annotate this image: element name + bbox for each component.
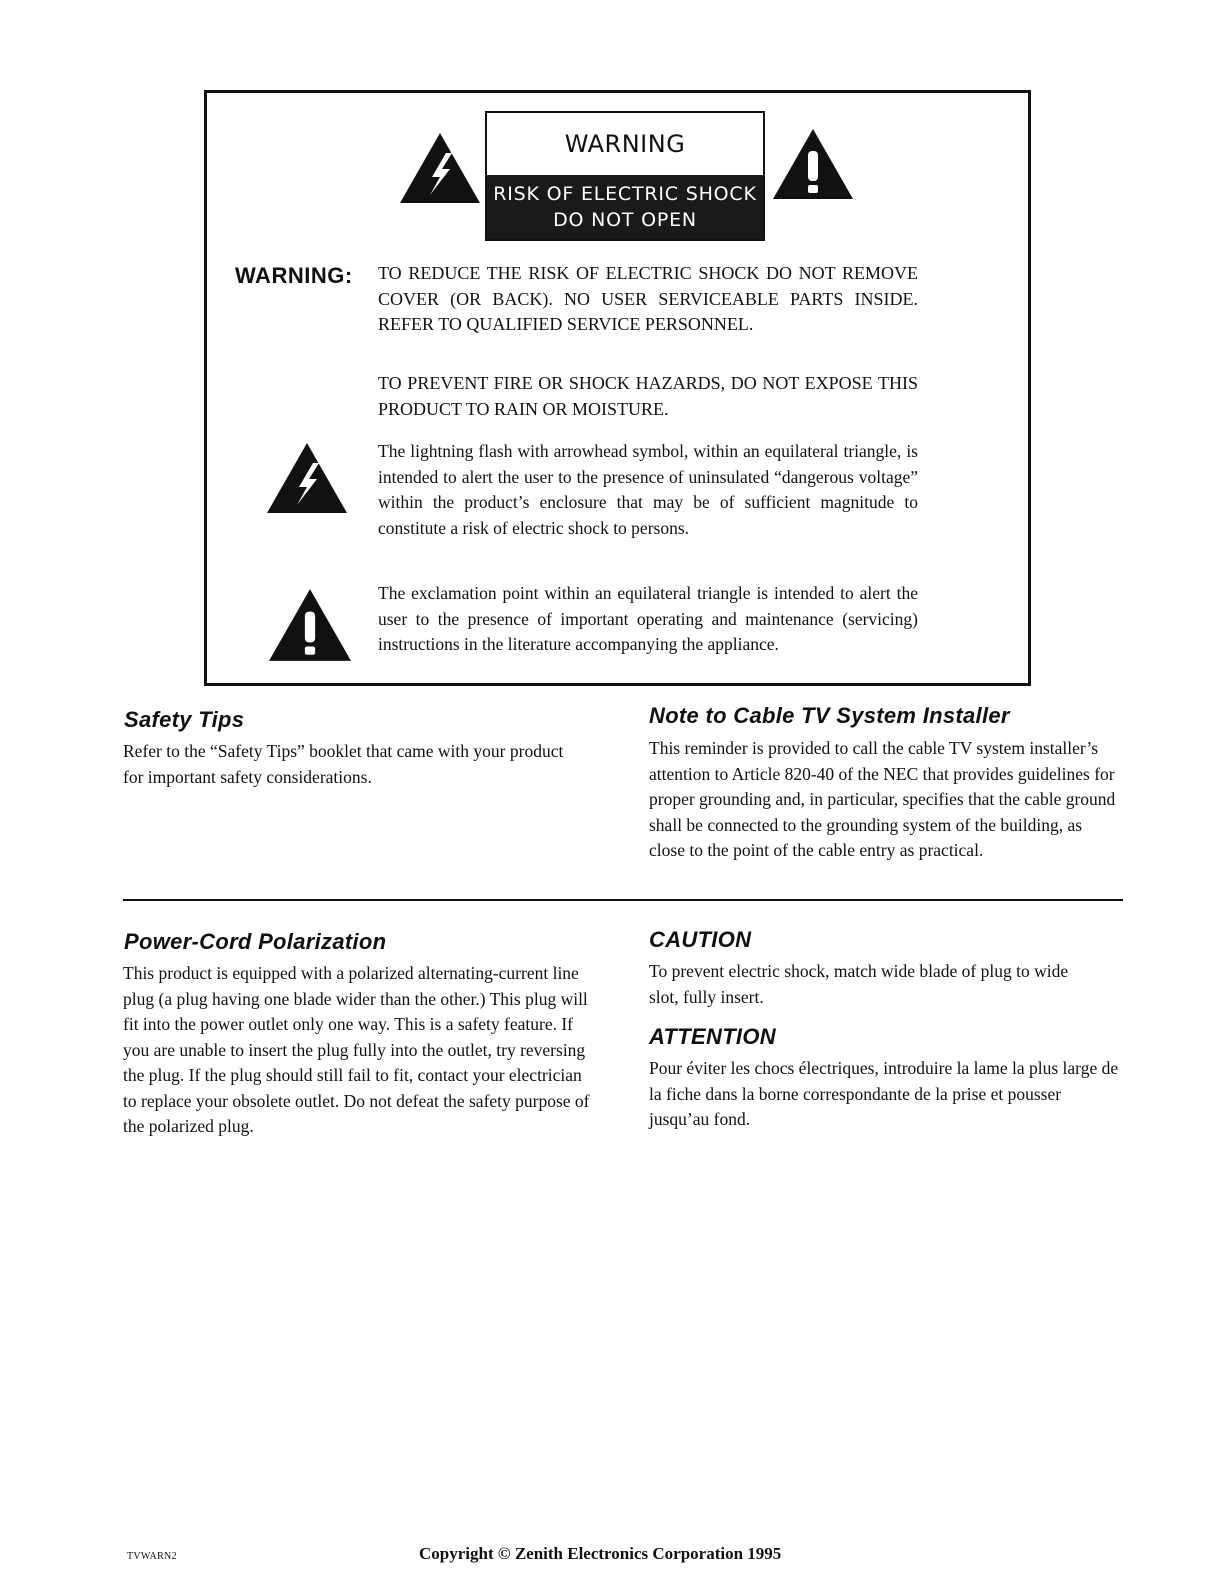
- cable-note-body: This reminder is provided to call the cable TV system installer’s attention to Article 820-40 of the NEC that provides guidelines for proper grounding and, in particular, specifies that the cable ground shall be connected to the grounding system of the building, as close to the point of the cable entry as practical.: [649, 738, 1116, 860]
- safety-tips-body: Refer to the “Safety Tips” booklet that came with your product for important safety considerations.: [123, 741, 564, 787]
- warning-label-subtitle: [487, 175, 763, 239]
- lightning-explanation: The lightning flash with arrowhead symbol, within an equilateral triangle, is intended to alert the user to the presence of uninsulated “dangerous voltage” within the product’s enclosure that may be of sufficient magnitude to constitute a risk of electric shock to persons.: [378, 441, 918, 538]
- warning-label: [485, 111, 765, 241]
- warning-label-title: WARNING: [564, 130, 686, 158]
- warning-paragraph-2: TO PREVENT FIRE OR SHOCK HAZARDS, DO NOT EXPOSE THIS PRODUCT TO RAIN OR MOISTURE.: [378, 373, 918, 419]
- warning-label-line2: DO NOT OPEN: [553, 209, 697, 231]
- power-cord-title: Power-Cord Polarization: [124, 929, 387, 954]
- lightning-triangle-icon: [400, 133, 480, 203]
- cable-note-title: Note to Cable TV System Installer: [649, 703, 1010, 728]
- lightning-triangle-icon: [267, 443, 347, 513]
- exclamation-triangle-icon: [773, 129, 853, 199]
- warning-box: [204, 90, 1031, 686]
- warning-heading: WARNING:: [235, 263, 353, 288]
- warning-label-line1: RISK OF ELECTRIC SHOCK: [493, 183, 757, 205]
- warning-paragraph-1: TO REDUCE THE RISK OF ELECTRIC SHOCK DO NOT REMOVE COVER (OR BACK). NO USER SERVICEABLE PARTS INSIDE. REFER TO QUALIFIED SERVICE PERSONNEL.: [378, 263, 918, 334]
- section-divider: [123, 899, 1123, 901]
- caution-body: To prevent electric shock, match wide blade of plug to wide slot, fully insert.: [649, 961, 1069, 1007]
- attention-body: Pour éviter les chocs électriques, introduire la lame la plus large de la fiche dans la borne correspondante de la prise et pousser jusqu’au fond.: [649, 1058, 1119, 1129]
- power-cord-body: This product is equipped with a polarized alternating-current line plug (a plug having one blade wider than the other.) This plug will fit into the power outlet only one way. This is a safety feature. If you are unable to insert the plug fully into the outlet, try reversing the plug. If the plug should still fail to fit, contact your electrician to replace your obsolete outlet. Do not defeat the safety purpose of the polarized plug.: [123, 963, 590, 1136]
- attention-title: ATTENTION: [649, 1024, 776, 1049]
- caution-title: CAUTION: [649, 927, 752, 952]
- exclamation-triangle-icon: [269, 589, 351, 661]
- exclamation-explanation: The exclamation point within an equilateral triangle is intended to alert the user to the presence of important operating and maintenance (servicing) instructions in the literature accompanying the appliance.: [378, 583, 918, 654]
- safety-tips-title: Safety Tips: [124, 707, 245, 732]
- copyright-notice: Copyright © Zenith Electronics Corporation 1995: [419, 1544, 782, 1563]
- document-code: TVWARN2: [127, 1551, 177, 1562]
